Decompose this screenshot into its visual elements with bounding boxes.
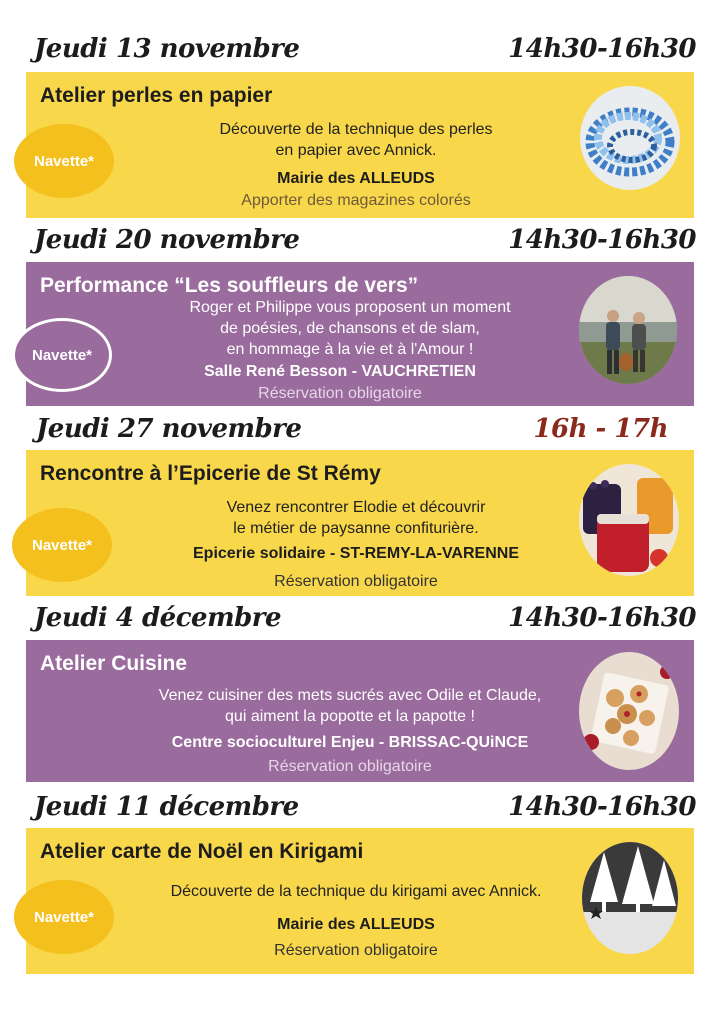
event-title: Rencontre à l’Epicerie de St Rémy (40, 462, 381, 485)
event-note: Réservation obligatoire (274, 942, 438, 959)
event-description (100, 685, 600, 727)
jam-jars-photo (579, 464, 679, 576)
christmas-cookies-photo (579, 652, 679, 770)
event-note: Apporter des magazines colorés (241, 192, 471, 209)
event-description (106, 881, 606, 902)
event-time: 14h30-16h30 (508, 792, 696, 822)
navette-badge: Navette* (12, 508, 112, 582)
description-line: Venez cuisiner des mets sucrés avec Odile et Claude, (158, 687, 542, 704)
event-title: Atelier perles en papier (40, 84, 273, 107)
description-line: Roger et Philippe vous proposent un moment (189, 299, 511, 316)
description-line: qui aiment la popotte et la papotte ! (225, 708, 475, 725)
description-line: Venez rencontrer Elodie et découvrir (226, 499, 486, 516)
event-time: 14h30-16h30 (508, 225, 696, 255)
description-line: en hommage à la vie et à l'Amour ! (226, 341, 474, 358)
navette-badge: Navette* (14, 880, 114, 954)
event-card-epicerie (26, 450, 694, 596)
kirigami-christmas-card-photo (582, 842, 678, 954)
event-note: Réservation obligatoire (274, 573, 438, 590)
event-card-cuisine (26, 640, 694, 782)
event-title: Atelier carte de Noël en Kirigami (40, 840, 364, 863)
event-date: Jeudi 27 novembre (36, 414, 302, 444)
event-description (120, 297, 580, 360)
event-place: Mairie des ALLEUDS (277, 916, 435, 933)
event-5-header (0, 792, 724, 826)
event-place: Salle René Besson - VAUCHRETIEN (204, 363, 476, 380)
event-note: Réservation obligatoire (258, 385, 422, 402)
description-line: Découverte de la technique du kirigami avec Annick. (170, 883, 542, 900)
event-card-performance (26, 262, 694, 406)
event-date: Jeudi 4 décembre (34, 603, 282, 633)
paper-bead-bracelet-photo (580, 86, 680, 190)
event-1-header (0, 34, 724, 68)
event-card-kirigami (26, 828, 694, 974)
event-description (136, 497, 576, 539)
event-place: Centre socioculturel Enjeu - BRISSAC-QUiNCE (171, 734, 529, 751)
description-line: en papier avec Annick. (275, 142, 437, 159)
event-title: Atelier Cuisine (40, 652, 188, 675)
event-3-header (0, 414, 724, 448)
description-line: Découverte de la technique des perles (219, 121, 493, 138)
two-men-walking-photo (579, 276, 677, 384)
event-place: Mairie des ALLEUDS (277, 170, 435, 187)
event-place: Epicerie solidaire - ST-REMY-LA-VARENNE (193, 545, 519, 562)
event-time: 16h - 17h (533, 414, 668, 444)
navette-badge: Navette* (12, 318, 112, 392)
event-title: Performance “Les souffleurs de vers” (40, 274, 419, 297)
event-card-perles (26, 72, 694, 218)
event-time: 14h30-16h30 (508, 603, 696, 633)
event-note: Réservation obligatoire (268, 758, 432, 775)
description-line: le métier de paysanne confiturière. (233, 520, 479, 537)
navette-badge: Navette* (14, 124, 114, 198)
event-date: Jeudi 11 décembre (34, 792, 299, 822)
event-description (136, 119, 576, 161)
event-2-header (0, 225, 724, 259)
description-line: de poésies, de chansons et de slam, (220, 320, 480, 337)
event-date: Jeudi 13 novembre (34, 34, 300, 64)
event-date: Jeudi 20 novembre (34, 225, 300, 255)
event-time: 14h30-16h30 (508, 34, 696, 64)
event-4-header (0, 603, 724, 637)
